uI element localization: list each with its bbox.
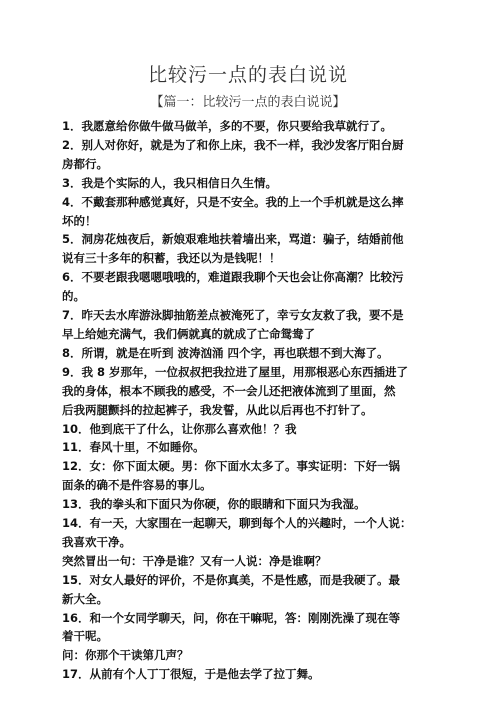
paragraph: 11．春风十里，不如睡你。 [62,440,205,455]
paragraph: 突然冒出一句：干净是谁？又有一人说：净是谁啊？ [62,553,327,568]
document-subtitle: 【篇一：比较污一点的表白说说】 [150,95,346,110]
paragraph: 5．洞房花烛夜后，新娘艰难地扶着墙出来，骂道：骗子，结婚前他 说有三十多年的积蓄，我还以为是钱呢！！ [62,232,404,266]
paragraph: 15．对女人最好的评价，不是你真美，不是性感，而是我硬了。最 新大全。 [62,572,400,606]
paragraph: 9．我 8 岁那年，一位叔叔把我拉进了屋里，用那根恶心东西插进了 我的身体，根本不顾我的感受，不一会儿还把液体流到了里面，然 后我两腿颤抖的拉起裤子，我发誓，从此以后再也不打针了。 [62,364,409,417]
paragraph: 1．我愿意给你做牛做马做羊，多的不要，你只要给我草就行了。 [62,119,392,133]
document-title: 比较污一点的表白说说 [147,64,348,86]
paragraph: 4．不戴套那种感觉真好，只是不安全。我的上一个手机就是这么摔 坏的！ [62,194,404,228]
paragraph: 16．和一个女同学聊天，问，你在干嘛呢，答：刚刚洗澡了现在等 着干呢。 [62,610,400,644]
paragraph: 问：你那个干读第几声？ [62,648,189,663]
paragraph: 8．所谓，就是在听到 波涛汹涌 四个字，再也联想不到大海了。 [62,345,389,360]
paragraph: 14．有一天，大家围在一起聊天，聊到每个人的兴趣时，一个人说： 我喜欢干净。 [62,516,412,549]
paragraph: 2．别人对你好，就是为了和你上床，我不一样，我沙发客厅阳台厨 房都行。 [62,137,404,171]
paragraph: 7．昨天去水库游泳脚抽筋差点被淹死了，幸亏女友救了我，要不是 早上给她充满气，我们俩就真的就成了亡命鸳鸯了 [62,308,404,341]
paragraph: 13．我的拳头和下面只为你硬，你的眼睛和下面只为我湿。 [62,497,366,512]
document-body [62,117,442,684]
paragraph: 3．我是个实际的人，我只相信日久生情。 [62,175,277,190]
paragraph: 10．他到底干了什么，让你那么喜欢他！？我 [62,421,297,436]
paragraph: 6．不要老跟我嗯嗯哦哦的，难道跟我聊个天也会让你高潮？比较污 的。 [62,270,404,304]
paragraph: 17．从前有个人丁丁很短，于是他去学了拉丁舞。 [62,667,320,682]
paragraph: 12．女：你下面太硬。男：你下面水太多了。事实证明：下好一锅 面条的确不是件容易的事儿。 [62,459,400,493]
